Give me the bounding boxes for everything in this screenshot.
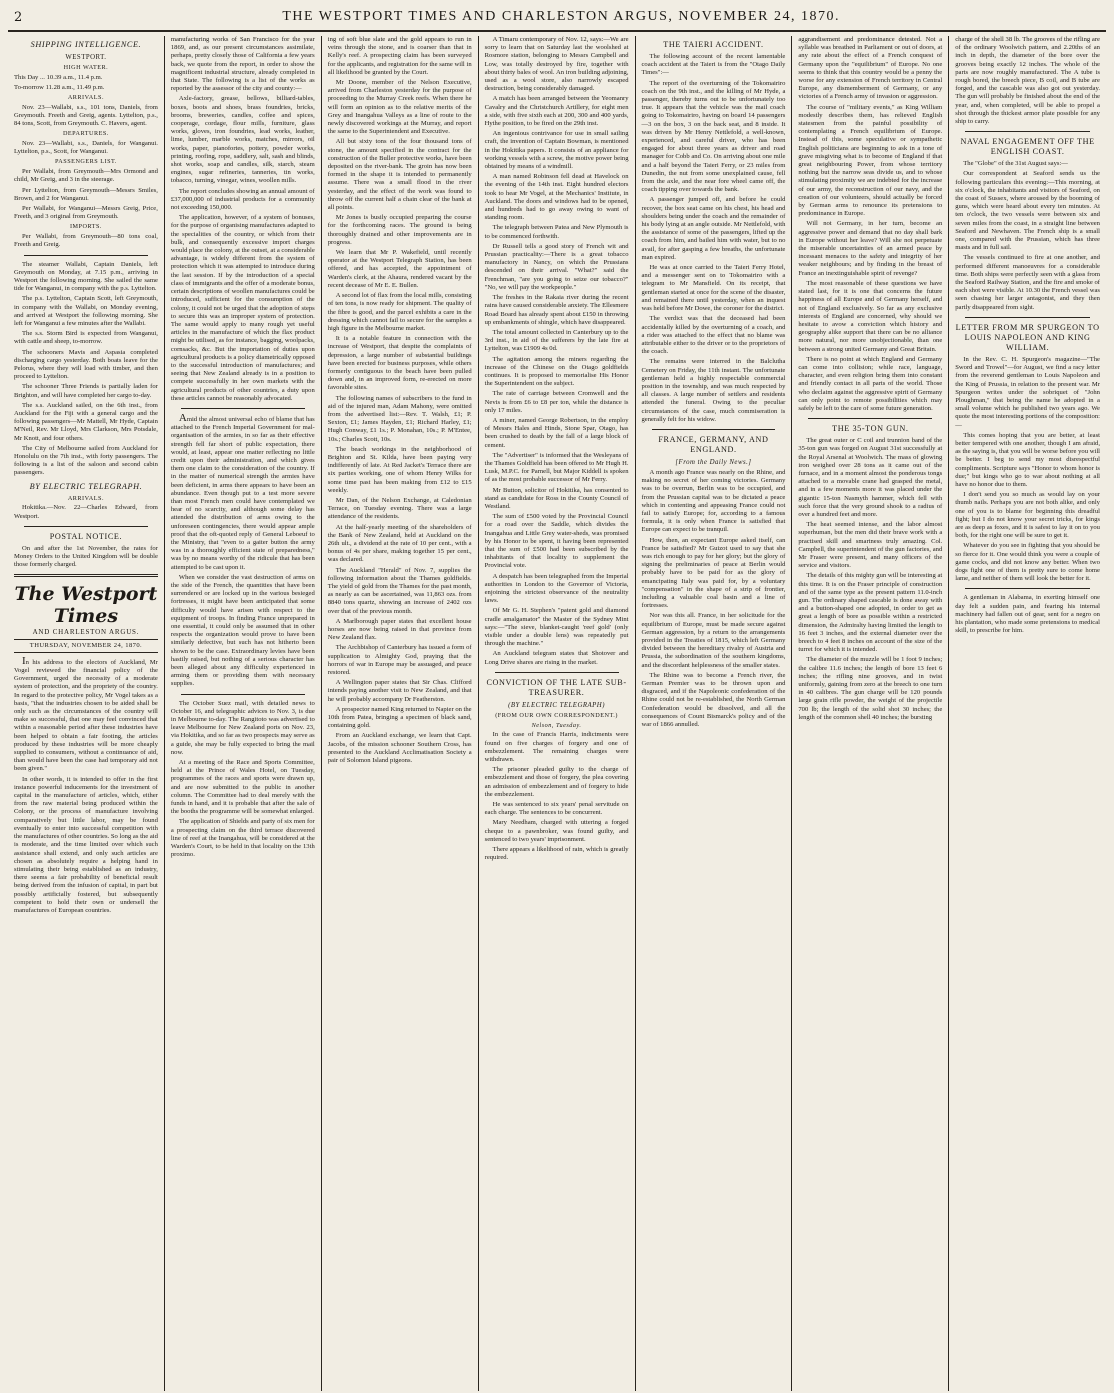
article-paragraph: Axle-factory, grease, bellows, billiard-tables, boxes, boots and shoes, brass foundries, bricks, brooms, breweries, candles, coffee and spices, cooperage, cordage, flour mills, furniture, glass works, gloves, iron foundries, lead works, leather, lime, lumber, marble works, matches, mirrors, oil works, paper, pianofortes, pottery, powder works, printing, roofing, rope, saddlery, salt, sash and blinds, shot works, soap and candles, silk, starch, steam engines, sugar refineries, tanneries, tin works, tobacco, turning, vinegar, wines, woollen mills. [170,95,315,185]
nameplate: The Westport Times [14,583,158,628]
france-paragraph: Nor was this all. France, in her solicitude for the equilibrium of Europe, must be made secure against German aggression, by a return to the arrangements provided in the Treaties of 1815, which left Germany divided between the hereditary rivalry of Austria and Prussia, the subordination of the southern kingdoms, and the discordant helplessness of the smaller states. [641,612,786,669]
article-paragraph: The application of Shields and party of six men for a prospecting claim on the third terrace discovered line of reef at the Inangahua, will be considered at the Warden's Court, to be held in that locality on the 13th proximo. [170,818,315,859]
departures-heading: DEPARTURES. [62,130,109,138]
column-4 [479,36,636,1391]
article-paragraph: The application, however, of a system of bonuses, for the purpose of organising manufactures adapted to the specialities of the country, or which from their bulk, and consequently excessive import charges would place the colony, at the outset, at a considerable advantage, is widely different from the system of protection which it was attempted to introduce during the last session. If by the introduction of a special class of immigrants and the offer of a moderate bonus, certain descriptions of woollen manufactures could be introduced, sufficient for the consumption of the colony, it could not be urged that the adoption of steps to secure this was an improper system of protection. The same would apply to many rough yet useful articles in the manufacture of which the flax product might be utilised, as for instance, bagging, woolpacks, cornsacks, &c. But the importation of duties upon agricultural products is a policy diametrically opposed to the successful introduction of manufactures; and seeing that New Zealand already is in a position to compete successfully in her own markets with the agricultural products of other countries, a duty upon these articles cannot be reasonably advocated. [170,214,315,402]
article-paragraph: manufacturing works of San Francisco for the year 1869, and, as our present circumstances assimilate, perhaps, pretty closely those of California a few years back, we quote from the report, in order to show the magnificent industrial structure, already completed in that State. The following is a list of the works as reported by the assessor of the city and county:— [170,36,315,93]
letter-paragraph: In the Rev. C. H. Spurgeon's magazine—"The Sword and Trowel"—for August, we find a racy letter from the reverend gentleman to Louis Napoleon and the King of Prussia, in relation to the present war. Mr Spurgeon writes under the sobriquet of "John Ploughman," that being the name he adopted in a small volume which he published two years ago. We quote the most interesting portions of the composition:— [955,355,1100,429]
imports-text: Per Wallabi, from Greymouth—80 tons coal, Freeth and Greig. [14,233,158,249]
news-paragraph: A despatch has been telegraphed from the Imperial authorities in London to the Governor of Victoria, enjoining the strictest observance of the neutrality laws. [484,572,629,605]
double-rule [14,574,158,577]
divider [181,694,305,695]
passengers-text: Per Wallabi, from Greymouth—Mrs Ormond and child, Mr Greig, and 3 in the steerage. [14,168,158,184]
letter-paragraph: This comes hoping that you are better, at least better tempered with one another, though I am afraid, as the saying is, that you will be worse before you will be better. I beg to send my most disrespectful compliments. Scripture says "Honor to whom honor is due;" but kings who go to war about nothing at all have no honor due to them. [955,431,1100,488]
letter-paragraph: Whatever do you see in fighting that you should be so fierce for it. One would think you were a couple of game cocks, and did not know any better. When two dogs fight one of them is pretty sure to come home lame, and neither of them will look the better for it. [955,542,1100,583]
conviction-paragraph: The prisoner pleaded guilty to the charge of embezzlement and those of forgery, the plea covering an admission of embezzlement and of forgery to hide the embezzlement. [484,766,629,798]
news-paragraph: A second lot of flax from the local mills, consisting of ten tons, is now ready for shipment. The quality of the fibre is good, and the parcel exhibits a care in the dressing which cannot fail to secure for the samples a high figure in the Melbourne market. [327,292,472,332]
shipping-paragraph: The s.s. Auckland sailed, on the 6th inst., from Auckland for the Fiji with a general cargo and the following passengers—Mr Mattell, Mr Hyde, Captain M'Neil, Rev. Mr Lloyd, Mrs Clarkson, Mrs Potsdale, Mr Knott, and four others. [14,401,158,442]
leader-paragraph: In other words, it is intended to offer in the first instance powerful inducements for the investment of capital in the manufacture of articles, which, either from the raw material being produced within the Colony, or the process of manufacture involving comparatively but little labor, may be found eventually to enter into successful competition with the manufactures of other countries. So long as the aid is moderate, and the time limited over which such assistance shall extend, and only such articles are chosen as absolutely require a helping hand in stimulating their being established as an industry, there seems a fair probability of beneficial result being derived from the infusion of capital, in part but possibly artificially fostered, but subsequently competent to hold their own or undersell the manufactures of European countries. [14,775,158,914]
taieri-paragraph: The remains were interred in the Balclutha Cemetery on Friday, the 11th instant. The unfortunate gentleman held a highly respectable commercial position in the township, and was much respected by all classes. A large number of settlers and residents attended the funeral. Owing to the peculiar circumstances of the case, much commiseration is generally felt for his widow. [641,358,786,423]
conviction-heading: CONVICTION OF THE LATE SUB-TREASURER. [486,677,627,697]
nameplate-sub: AND CHARLESTON ARGUS. [32,628,140,637]
divider [24,255,148,256]
arrivals-heading: ARRIVALS. [67,93,105,101]
france-continued-paragraph: The course of "military events," as King William modestly describes them, has relieved English statesmen from the painful possibility of contemplating a French equilibrium of Europe. Instead of this, some speculative or sympathetic English politicians are beginning to ask in a tone of grave misgiving what is to become of England if that great neighbouring Power, from whose territory nothing but the narrow seas divide us, and to whose stimulating proximity we are indebted for the increase of our army, the reconstruction of our navy, and the creation of our volunteers, should actually be forced by German arms to renounce its pretensions to predominance in Europe. [798,103,943,218]
news-paragraph: The agitation among the miners regarding the increase of the Chinese on the Otago goldfields continues. It is proposed to memorialise His Honor the Superintendent on the subject. [484,355,629,388]
news-paragraph: Of Mr G. H. Stephen's "patent gold and diamond cradle amalgamator" the Master of the Sydney Mint says:—"The sieve, blanket-caught 'reef gold' (only visible under a double lens) was repeatedly put through the machine." [484,607,629,648]
divider [808,418,932,419]
news-paragraph: The beach workings in the neighborhood of Brighton and St. Kilda, have been paying very indifferently of late. At Red Jacket's Terrace there are six parties working, one of whom Henry Wilks for some time past has been making from £12 to £15 weekly. [327,445,472,494]
letter-heading: LETTER FROM MR SPURGEON TO LOUIS NAPOLEON AND KING WILLIAM. [955,322,1100,352]
conviction-source: (FROM OUR OWN CORRESPONDENT.) [495,711,618,719]
news-paragraph: The following names of subscribers to the fund in aid of the injured man, Adam Mahony, were omitted from the advertised list:—Rev. T. Walsh, £1; P. Sexton, £1; James Hayden, £1; Richard Harley, £1; Hugh Conway, £1 1s.; P. Monahan, 10s.; P. M'Entee, 10s.; Charles Scott, 10s. [327,394,472,443]
news-paragraph: A miner, named George Robertson, in the employ of Messrs Hales and Hinds, Stone Spar, Otago, has been crushed to death by the fall of a large block of cement. [484,416,629,449]
divider [965,131,1090,132]
telegraph-arrivals-text: Hokitika.—Nov. 22—Charles Edward, from Westport. [14,504,158,520]
article-paragraph: Amid the almost universal echo of blame that has attached to the French Imperial Government for mal-organisation of the armies, in so far as their effective strength fell far short of public expectation, there would, at least, appear one matter reflecting no little credit upon their administration, and which gives them one claim to the consideration of the country. If in the matter of numerical strength the armies have been deficient, in arms there appears to have been an abundance. Even though put to a test more severe than most French men could have contemplated we hear of no scarcity, and although some delay has attended the distribution of arms owing to the unforeseen contingencies, there would appear ample proof that the oft-quoted reply of General Leboeuf to the Ministry, that "even to a gaiter button the army was in a thoroughly efficient state of preparedness," was by no means worthy of the ridicule that has been attempted to be cast upon it. [170,411,315,571]
shipping-paragraph: The schooners Mavis and Aspasia completed discharging cargo yesterday. Both boats leave for the Pelorus, where they will load with timber, and then proceed to Lyttelton. [14,348,158,381]
article-paragraph: The October Suez mail, with detailed news to October 16, and telegraphic advices to Nov. 3, is due in Melbourne to-day. The Rangitoto was advertised to leave Melbourne for New Zealand ports on Nov. 23, via Hokitika, and so far as two prospects may serve as a guide, she may be fully expected to bring the mail now. [170,699,315,756]
high-water-line: This Day ... 10.39 a.m., 11.4 p.m. [14,73,103,81]
news-paragraph: A match has been arranged between the Yeomanry Cavalry and the Christchurch Artillery, for eight men a side, with five sixth each at 200, 300 and 400 yards, Hythe position, to be fired on the 29th inst. [484,95,629,128]
france-paragraph: The Rhine was to become a French river, the German Premier was to be thrown upon and disgraced, and if the Napoleonic confederation of the Rhine could not be re-established, the North German Confederation would be dissolved, and all the consequences of Count Bismarck's policy and of the war of 1866 annulled. [641,671,786,729]
news-paragraph: The Archbishop of Canterbury has issued a form of supplication to Almighty God, praying that the horrors of war in Europe may be assuaged, and peace restored. [327,644,472,677]
column-7 [949,36,1106,1391]
news-paragraph: The freshes in the Rakaia river during the recent rains have caused considerable anxiety. The Ellesmere Road Board has already spent about £150 in throwing up embankments of shingle, which have disappeared. [484,294,629,326]
news-paragraph: Mr Doone, member of the Nelson Executive, arrived from Charleston yesterday for the purpose of proceeding to the Murray Creek reefs. When there he will form an opinion as to the relative merits of the Grey and Inangahua Valleys as a line of route to the newly discovered workings at the Murray, and report the same to the Superintendent and Executive. [327,79,472,136]
conviction-paragraph: He was sentenced to six years' penal servitude on each charge. The sentences to be concurrent. [484,801,629,817]
divider [965,317,1090,318]
telegraph-arrivals-heading: ARRIVALS. [67,494,105,502]
masthead-title: THE WESTPORT TIMES AND CHARLESTON ARGUS, NOVEMBER 24, 1870. [282,9,840,24]
gun-continued-paragraph: charge of the shell 38 lb. The grooves of the rifling are of the ordinary Woolwich pattern, and 2.20ths of an inch in depth, the diameter of the bore over the grooves being exactly 12 inches. The whole of the parts are now roughly manufactured. The A tube is rough bored, the breech piece, B coil, and B tube are forged, and the cascable was also got out yesterday. The gun will probably be finished about the end of the year, and, when completed, will be able to propel a shot through the thickest armor plate possible for any ship to carry. [955,36,1100,126]
imports-heading: IMPORTS. [69,223,102,231]
divider [652,429,776,430]
news-paragraph: From an Auckland exchange, we learn that Capt. Jacobs, of the mission schooner Southern Cross, has presented to the Auckland Acclimatisation Society a pair of Solomon Island pigeons. [327,732,472,765]
postal-heading: POSTAL NOTICE. [49,531,123,541]
article-paragraph: The report concludes showing an annual amount of £37,000,000 of industrial products for a community not exceeding 150,000. [170,187,315,212]
column-5 [636,36,793,1391]
gun-heading: THE 35-TON GUN. [832,424,909,434]
column-3 [322,36,479,1391]
news-paragraph: It is a notable feature in connection with the increase of Westport, that despite the complaints of depression, a large number of substantial buildings have been erected for business purposes, while others formerly contiguous to the beach have been pulled down and, in an improved form, re-erected on more favorable sites. [327,335,472,392]
taieri-paragraph: He was at once carried to the Taieri Ferry Hotel, and a messenger sent on to Tokomairiro with a telegram to Mr Mansfield. On its receipt, that gentleman started at once for the scene of the disaster, and remained there until yesterday, when an inquest was held before Mr Dowe, the coroner for the district. [641,264,786,313]
france-continued-paragraph: There is no point at which England and Germany can come into collision; while race, language, character, and even religion bring them into constant and friendly contact in all parts of the world. Those who declaim against the aggressive spirit of Germany can only point to remote possibilities which may safely be left to the care of some future generation. [798,355,943,412]
high-water-heading: HIGH WATER. [63,64,109,71]
shipping-paragraph: The schooner Three Friends is partially laden for Brighton, and will have completed her cargo to-day. [14,383,158,399]
dateline: THURSDAY, NOVEMBER 24, 1870. [14,639,158,653]
arrivals-text: Nov. 23—Wallabi, s.s., 101 tons, Daniels, from Greymouth. Freeth and Greig, agents. Lyttelton, p.s., 84 tons, Scott, from Greymouth. C. Havers, agent. [14,103,158,127]
news-paragraph: The sum of £500 voted by the Provincial Council for a road over the Saddle, which divides the Inangahua and Little Grey water-sheds, was promised by his Honor to be spent, it having been represented that the sum of £500 had been subscribed by the inhabitants of that locality to supplement the Provincial vote. [484,513,629,570]
divider [965,588,1090,589]
news-paragraph: A Timaru contemporary of Nov. 12, says:—We are sorry to learn that on Saturday last the woolshed at Rosmore station, belonging to Messrs Campbell and Low, was totally destroyed by fire, together with about thirty bales of wool. An iron building adjoining, used as a wool store, also narrowly escaped destruction, being considerably damaged. [484,36,629,93]
france-paragraph: A month ago France was nearly on the Rhine, and making no secret of her coming victories. Germany was to be overrun, Berlin was to be occupied, and from the Prussian capital was to be dictated a peace which in contenting and appeasing France could not fail to satisfy Europe; for, according to a famous formula, it is only when France is satisfied that Europe can expect to be tranquil. [641,468,786,534]
news-paragraph: The telegraph between Patea and New Plymouth is to be commenced forthwith. [484,224,629,240]
taieri-paragraph: A passenger jumped off, and before he could recover, the box seat came on his chest, his head and shoulders being under the coach and the remainder of his body lying at an angle outside. Mr Nettlefold, with the assistance of some of the passengers, lifted up the coach from him, and bailed him with water, but to no avail, for after gasping a few breaths, the unfortunate man expired. [641,196,786,261]
westport-heading: WESTPORT. [65,54,107,61]
postal-text: On and after the 1st November, the rates for Money Orders to the United Kingdom will be double those formerly charged. [14,544,158,569]
news-paragraph: All but sixty tons of the four thousand tons of stone, the amount specified in the contract for the construction of the Buller protective works, have been deposited on the river-bank. The groin has now been formed in the shape it is intended to permanently assume. There was a small flood in the river yesterday, and the effect of the work was found to throw off the current half a chain clear of the bank at all points. [327,138,472,212]
masthead [8,6,1106,32]
divider [495,672,619,673]
news-paragraph: A man named Robinson fell dead at Havelock on the evening of the 14th inst. Eight hundred electors took to hear Mr Vogel, at the Mechanics' Institute, in Auckland. The doors and windows had to be opened, and hundreds had to go away owing to want of standing room. [484,173,629,222]
news-paragraph: The rate of carriage between Cromwell and the Nevis is from £6 to £8 per ton, while the distance is only 17 miles. [484,390,629,414]
news-paragraph: A Wellington paper states that Sir Chas. Clifford intends paying another visit to New Zealand, and that he will probably accompany Dr Featherston. [327,679,472,703]
columns [8,36,1106,1391]
gun-paragraph: The heat seemed intense, and the labor almost superhuman, but the men did their brave work with a practised skill and smartness truly amazing. Col. Campbell, the superintendent of the gun factories, and Mr Fraser were present, and many officers of the service and visitors. [798,521,943,570]
naval-paragraph: The "Globe" of the 31st August says:— [963,160,1068,168]
france-continued-paragraph: Will not Germany, in her turn, become an aggressive power and demand that no day shall bark in Europe without her leave? Will she not perpetuate the miserable uncertainties of an armed peace by incessant menaces to the safety and integrity of her weaker neighbours; and by finding in the breast of France an inextinguishable spirit of revenge? [798,220,943,277]
news-paragraph: Mr Dan, of the Nelson Exchange, at Caledonian Terrace, on Tuesday evening. There was a large attendance of the residents. [327,496,472,521]
conviction-paragraph: There appears a likelihood of rain, which is greatly required. [484,846,629,862]
letter-paragraph: A gentleman in Alabama, in exerting himself one day felt a sudden pain, and fearing his internal machinery had fallen out of gear, sent for a negro on his plantation, who made some pretensions to medical skill, to prescribe for him. [955,594,1100,635]
leader-paragraph: In his address to the electors of Auckland, Mr Vogel reviewed the financial policy of the Government, urged the necessity of a moderate system of protection, and the propriety of the country. In regard to the protective policy, Mr Vogel takes as a basis, "that the industries chosen to be aided shall be only such as the circumstances of the country will make so successful, that one may feel convinced that within a reasonable period after these industries have been helped to obtain a fair footing, the articles produced by these industries will be more cheaply supplied to consumers, without a continuance of aid, than would have been the case had temporary aid not been given." [14,654,158,773]
news-paragraph: We learn that Mr P. Wakefield, until recently operator at the Westport Telegraph Station, has been offered, and has accepted, the appointment of Warden's clerk, at the Ahaura, rendered vacant by the recent decease of Mr E. E. Bullen. [327,249,472,289]
news-paragraph: An ingenious contrivance for use in small sailing craft, the invention of Captain Bowman, is mentioned in the Hokitika papers. It consists of an appliance for working vessels with a screw, the motive power being obtained by means of a windmill. [484,130,629,171]
naval-paragraph: Our correspondent at Seaford sends us the following particulars this evening:—This morning, at six o'clock, the inhabitants and visitors of Seaford, on the coast of Sussex, where aroused by the booming of guns, which were heard about every ten minutes. At ten o'clock, the two vessels were between six and seven miles from the coast, in a straight line between Seaford and Newhaven. The French ship is a small one, compared with the Prussian, which has three masts and in full sail. [955,170,1100,252]
conviction-paragraph: Mary Needham, charged with uttering a forged cheque to a pawnbroker, was found guilty, and sentenced to two years' imprisonment. [484,819,629,843]
france-paragraph: How, then, an expectant Europe asked itself, can France be satisfied? Mr Guizot used to say that she was rich enough to pay for her glory; but the glory of signing the preliminaries of peace at Berlin would probably have to be paid for as the glory of emancipating Italy was paid for, by a voluntary "compensation" in the shape of a strip of frontier, including a valuable coal basin and a line of fortresses. [641,536,786,610]
page-number: 2 [14,9,23,25]
news-paragraph: ing of soft blue slate and the gold appears to run in veins through the stone, and is coarser than that in Kelly's reef. A prospecting claim has been surveyed for the applicants, and registration for the same will in all likelihood be granted by the Court. [327,36,472,76]
naval-paragraph: The vessels continued to fire at one another, and performed different manoeuvres for a considerable time. Both ships were perfectly seen with a glass from the Seaford Railway Station, and the fire and smoke of each shot were visible. At 10.30 the French vessel was seen chasing her larger antagonist, and they then partly disappeared from sight. [955,254,1100,311]
article-paragraph: When we consider the vast destruction of arms on the side of the French, the quantities that have been surrendered or are locked up in the various besieged fortresses, it might have been anticipated that some difficulty would have arisen with respect to the equipment of troops. In finding France unprepared in one essential, it could only be assumed that in other respects the organization would prove to have been similarly defective, but such has not hitherto been shown to be the case. Extraordinary levies have been hastily raised, but nothing of a serious character has been alleged about any difficulty experienced in arming them or providing them with necessary supplies. [170,573,315,688]
france-source: [From the Daily News.] [675,458,752,466]
passengers-text: Per Lyttelton, from Greymouth—Messrs Smiles, Brown, and 2 for Wanganui. [14,186,158,202]
shipping-heading: SHIPPING INTELLIGENCE. [30,40,142,49]
news-paragraph: A prospector named King returned to Napier on the 10th from Patea, bringing a specimen of black sand, containing gold. [327,705,472,730]
shipping-paragraph: The steamer Wallabi, Captain Daniels, left Greymouth on Monday, at 7.15 p.m., arriving in Westport the following morning. She sailed the same tide for Wanganui, in company with the p.s. Lyttelton. [14,260,158,293]
letter-paragraph: I don't send you so much as would lay on your thumb nails. Perhaps you are not both alike, and only one of you is to blame for beginning this dreadful fight; but I do not know your secret tricks, for kings are as deep as foxes, and it is safest to lay it on to you both, for the right one will be sure to get it. [955,491,1100,540]
news-paragraph: At the half-yearly meeting of the shareholders of the Bank of New Zealand, held at Auckland on the 26th ult., a dividend at the rate of 10 per cent., with a bonus of 4s per share, making together 15 per cent., was declared. [327,523,472,564]
taieri-paragraph: The verdict was that the deceased had been accidentally killed by the overturning of a coach, and a rider was attached to the effect that no blame was attributable either to the driver or to the proprietors of the coach. [641,315,786,356]
conviction-dateline: Nelson, Tuesday. [531,721,582,729]
column-2 [165,36,322,1391]
passengers-text: Per Wallabi, for Wanganui—Messrs Greig, Price, Freeth, and 3 original from Greymouth. [14,204,158,221]
news-paragraph: Mr Button, solicitor of Hokitika, has consented to stand as candidate for Ross in the County Council of Westland. [484,486,629,510]
shipping-paragraph: The City of Melbourne sailed from Auckland for Honolulu on the 7th inst., with forty passengers. The following is a list of the saloon and second cabin passengers. [14,444,158,477]
high-water-line: To-morrow 11.28 a.m., 11.49 p.m. [14,83,105,91]
news-paragraph: A Marlborough paper states that excellent house horses are now being raised in that province from New Zealand flax. [327,617,472,642]
taieri-paragraph: The report of the overturning of the Tokomairiro coach on the 9th inst., and the killing of Mr Hyde, a passenger, thereby turns out to be unfortunately too true. It appears that the vehicle was the mail coach going to Tokomairiro, having on board 14 passengers—3 on the box, 3 on the back seat, and 8 inside. It was driven by Mr Henry Nettlefold, a well-known, experienced, and careful driver, who has been engaged for about three years as driver and road manager for Cobb and Co. On arriving about one mile and a half beyond the Taieri Ferry, or 23 miles from Dunedin, the nut from some unexplained cause, fell from the axle, and the near fore wheel came off, the coach tipping over towards the bank. [641,79,786,194]
news-paragraph: The "Advertiser" is informed that the Wesleyans of the Thames Goldfield has been offered to Mr Hugh H. Lusk, M.P.C. for Parnell, but Major Kiddell is spoken of as the most probable successor of Mr Ferry. [484,451,629,484]
shipping-paragraph: The s.s. Storm Bird is expected from Wanganui, with cattle and sheep, to-morrow. [14,330,158,346]
news-paragraph: The total amount collected in Canterbury up to the 3rd inst., in aid of the sufferers by the late fire at Lyttelton, was £1909 4s 0d. [484,328,629,353]
conviction-paragraph: In the case of Francis Harris, indictments were found on five charges of forgery and one of embezzlement. The remaining charges were withdrawn. [484,731,629,764]
news-paragraph: Mr Jones is busily occupied preparing the course for the forthcoming races. The ground is being thoroughly drained and other improvements are in progress. [327,214,472,246]
divider [181,408,305,409]
gun-paragraph: The details of this mighty gun will be interesting at this time. It is on the Fraser principle of construction and of the same type as the present pattern 11.0-inch gun. The ordinary shaped cascable is done away with and a button-shaped one adopted, in order to get as great a length of bore as possible within a restricted dimension, the Admiralty having limited the length to 16 feet 3 inches, and the external diameter over the breech to 4 feet 8 inches on account of the size of the turret for which it is intended. [798,572,943,654]
article-paragraph: At a meeting of the Race and Sports Committee, held at the Prince of Wales Hotel, on Tuesday, programmes of the races and sports were drawn up, and are now submitted to the public in another column. The Committee had to deal merely with the funds in hand, and it is probable that after the sale of the booths the programme will be somewhat enlarged. [170,759,315,816]
gun-paragraph: The great outer or C coil and trunnion band of the 35-ton gun was forged on August 31st successfully at the Royal Arsenal at Woolwich. The mass of glowing iron weighed over 28 tons as it came out of the furnace, and in a moment almost the ponderous tongs attached to a movable crane had grasped the metal, and in a few moments more it was placed under the gigantic 15-ton Nasmyth hammer, which fell with such force that the very ground shook to a radius of over a hundred feet and more. [798,437,943,518]
naval-heading: NAVAL ENGAGEMENT OFF THE ENGLISH COAST. [960,137,1095,157]
taieri-heading: THE TAIERI ACCIDENT. [663,40,764,49]
france-continued-paragraph: The most reasonable of these questions we have stated last, for it is one that concerns the future happiness of all Europe and of Germany herself, and not of England exclusively. So far as any exclusive interests of England are concerned, why should we hesitate to avow a conviction which history and geography alike support that there can be no alliance more natural, nor more unobjectionable, than one between a strong united Germany and Great Britain. [798,279,943,353]
taieri-paragraph: The following account of the recent lamentable coach accident at the Taieri is from the "Otago Daily Times":— [641,53,786,77]
news-paragraph: An Auckland telegram states that Shotover and Long Drive shares are rising in the market. [484,650,629,666]
gun-paragraph: The diameter of the muzzle will be 1 foot 9 inches; the calibre 11.6 inches; the length of bore 13 feet 6 inches; the rifling nine grooves, and in twist uniformly, gaining from zero at the breech to one turn in 40 calibres. The gun charge will be 120 pounds large grain rifle powder, the weight of the projectile 700 lb; the length of the solid shot 30 inches; the length of the common shell 40 inches; the bursting [798,656,943,721]
news-paragraph: Dr Russell tells a good story of French wit and Prussian practicality:—There is a great tobacco manufactory in Nancy, on which the Prussians descended on their arrival. "What?" said the Frenchman, "are you going to seize our tobacco?" "No, we will pay the workpeople." [484,242,629,291]
divider [24,526,148,527]
passengers-heading: PASSENGERS LIST. [54,158,117,166]
shipping-paragraph: The p.s. Lyttelton, Captain Scott, left Greymouth, in company with the Wallabi, on Monday evening, and arrived at Westport the following morning. She left for Wanganui a few minutes after the Wallabi. [14,295,158,327]
column-1 [8,36,165,1391]
telegraph-heading: BY ELECTRIC TELEGRAPH. [29,481,143,491]
column-6 [792,36,949,1391]
news-paragraph: The Auckland "Herald" of Nov. 7, supplies the following information about the Thames goldfields. The yield of gold from the Thames for the past month, as nearly as can be ascertained, was 11,863 ozs. from 8840 tons quartz, showing an increase of 2402 ozs over that of the previous month. [327,566,472,615]
departures-text: Nov. 23—Wallabi, s.s., Daniels, for Wanganui. Lyttelton, p.s., Scott, for Wanganui. [14,139,158,156]
france-continued-paragraph: aggrandisement and predominance detested. Not a syllable was breathed in Parliament or out of doors, at any rate about the effect of a French conquest of Germany upon the "equilibrium" of Europe. No one seems to think that this country would be a penny the worse for any extension of French territory in Central Europe, any dismemberment of Germany, or any victories of a French army of invasion or aggression. [798,36,943,101]
france-heading: FRANCE, GERMANY, AND ENGLAND. [658,434,769,454]
conviction-telegraph: (BY ELECTRIC TELEGRAPH) [508,701,605,709]
